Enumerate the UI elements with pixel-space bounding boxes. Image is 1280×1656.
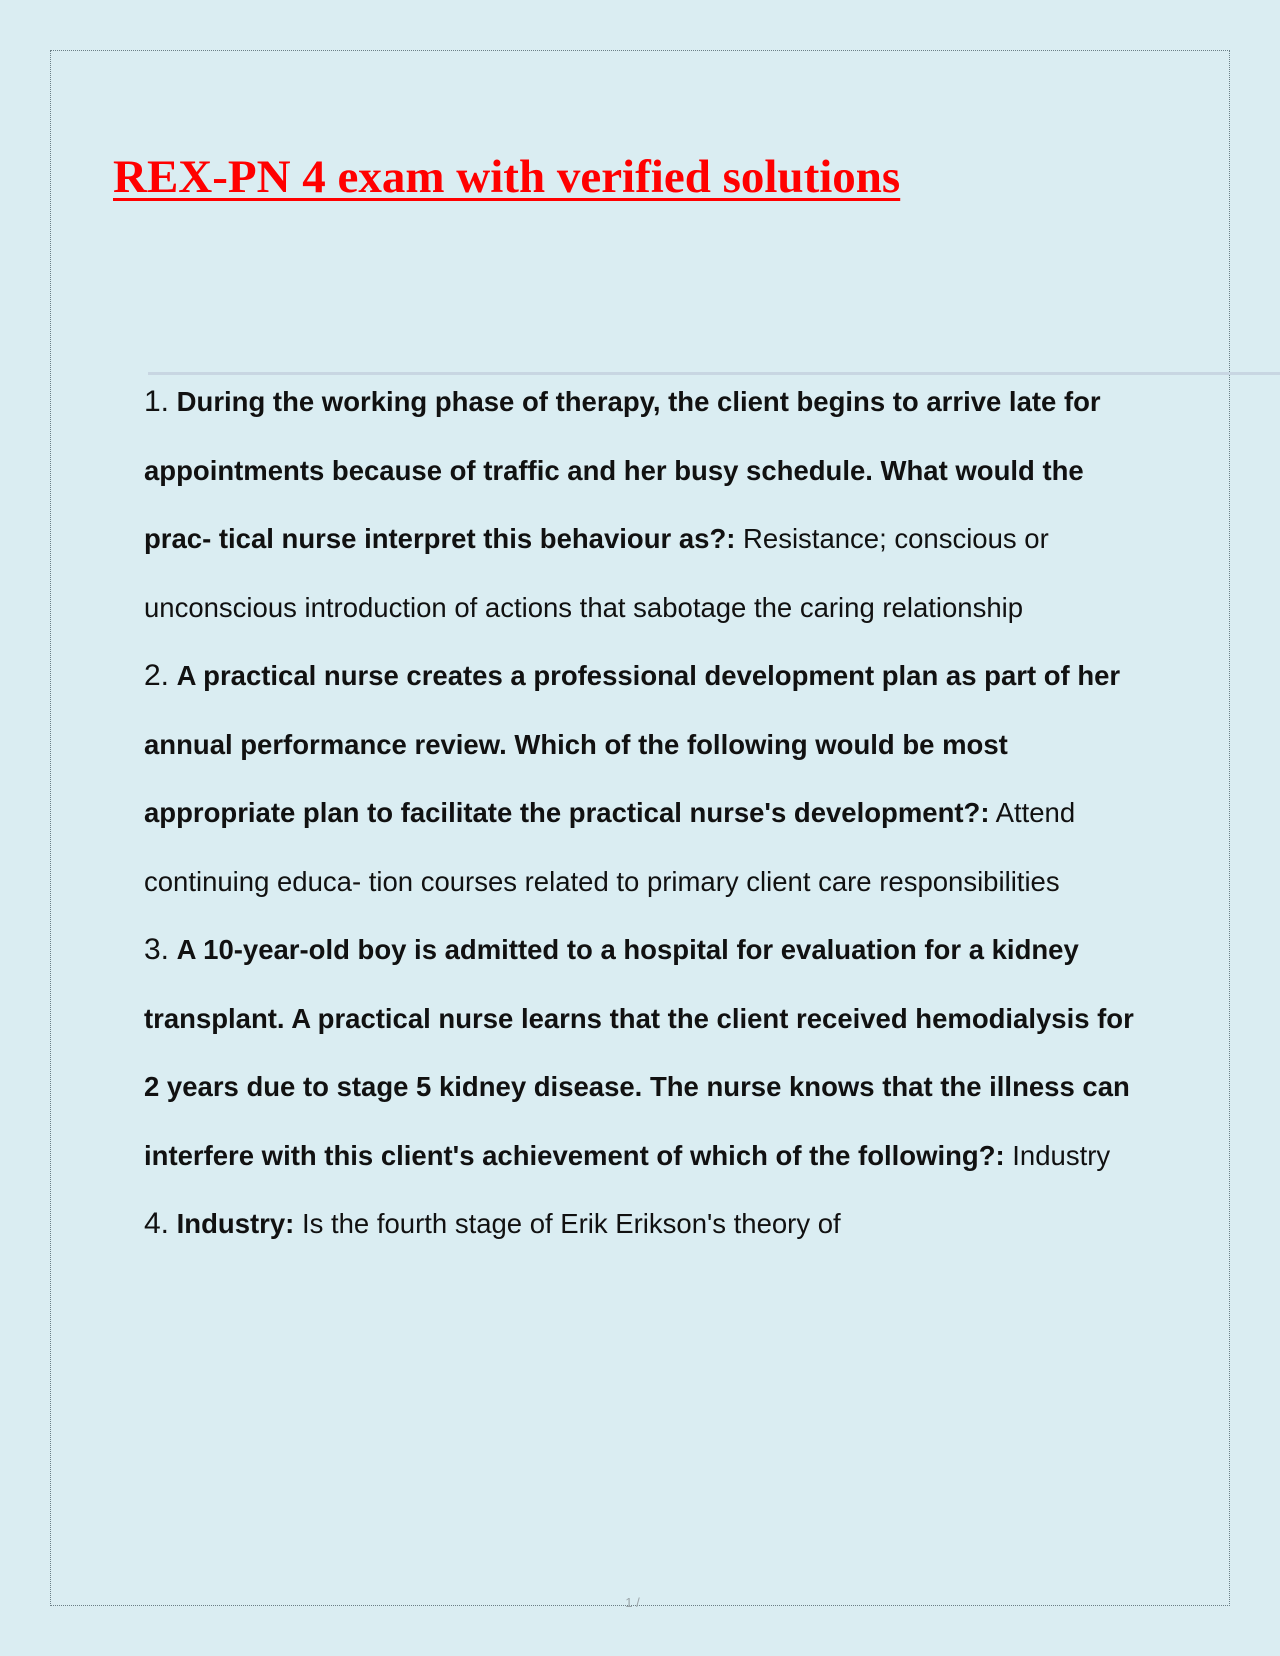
question-prompt: During the working phase of therapy, the client begins to arrive late for appointments because of traffic and her busy schedule. What would the prac- tical nurse interpret this behaviour as?:	[144, 386, 1101, 554]
question-answer: Attend continuing educa- tion courses related to primary client care responsibilities	[144, 797, 1076, 897]
question-list	[144, 368, 1144, 1259]
question-answer: Resistance; conscious or unconscious introduction of actions that sabotage the caring relationship	[144, 523, 1049, 623]
page-number: 1 /	[625, 1595, 640, 1610]
question-number: 3.	[144, 933, 170, 966]
question-answer: Industry	[1012, 1139, 1111, 1171]
question-number: 2.	[144, 659, 170, 692]
question-answer: Is the fourth stage of Erik Erikson's theory of	[301, 1208, 841, 1239]
question-prompt: Industry:	[176, 1208, 295, 1239]
question-item	[144, 1190, 1144, 1259]
question-prompt: A practical nurse creates a professional development plan as part of her annual performance review. Which of the following would be most appropriate plan to facilitate the practical nurse's development?:	[144, 660, 1121, 828]
question-item	[144, 368, 1144, 642]
question-number: 1.	[144, 385, 170, 418]
question-item	[144, 642, 1144, 916]
document-title: REX-PN 4 exam with verified solutions	[113, 151, 901, 203]
question-item	[144, 916, 1144, 1190]
question-number: 4.	[144, 1207, 170, 1240]
question-prompt: A 10-year-old boy is admitted to a hospital for evaluation for a kidney transplant. A practical nurse learns that the client received hemodialysis for 2 years due to stage 5 kidney disease. The nurse knows that the illness can interfere with this client's achievement of which of the following?:	[144, 934, 1134, 1171]
